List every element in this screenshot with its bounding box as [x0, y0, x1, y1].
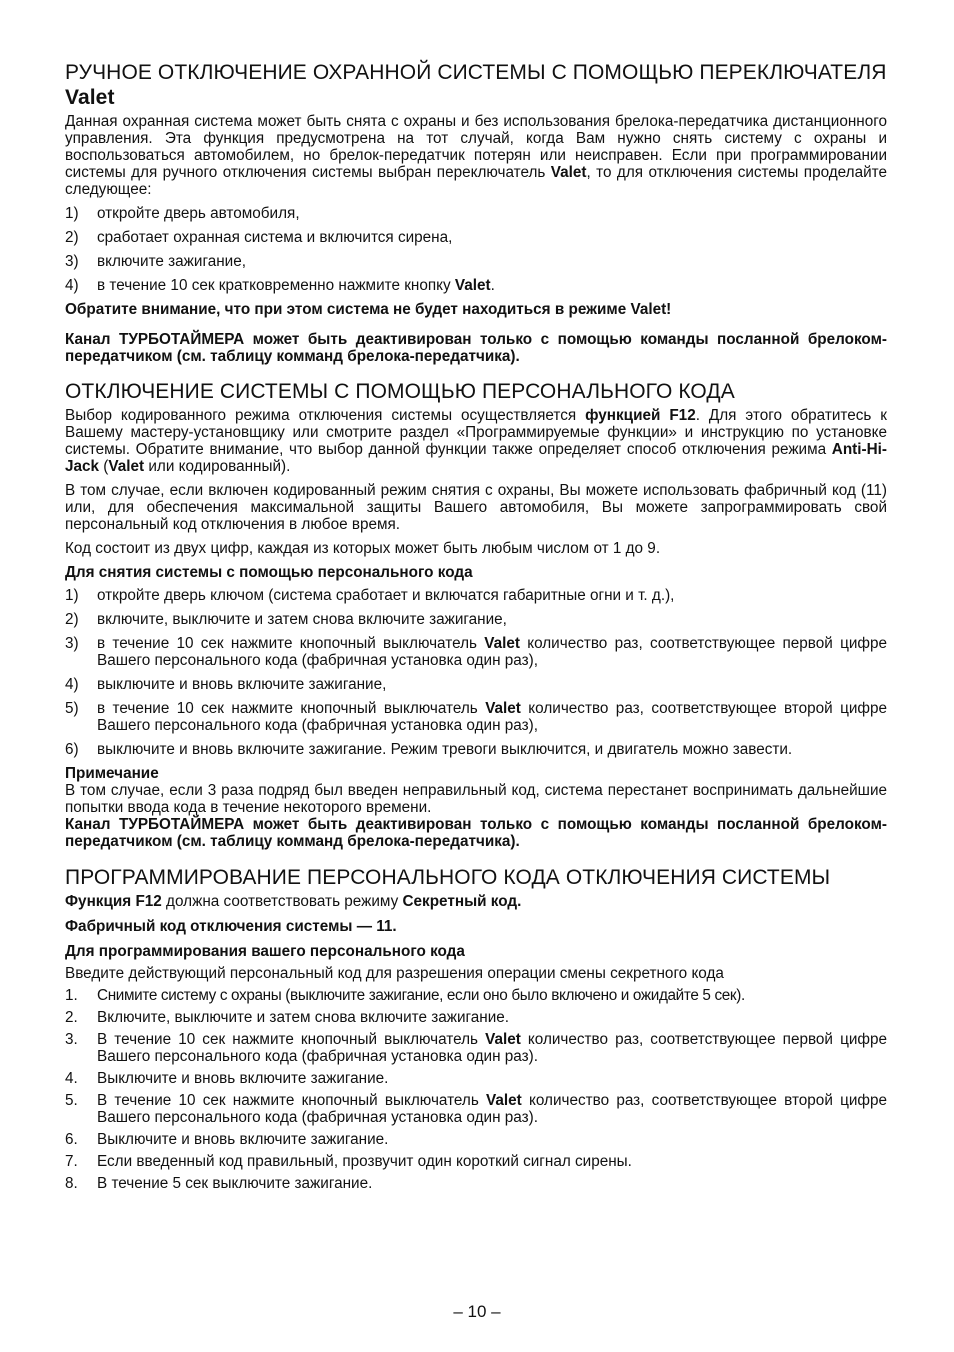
- list-item: 2) включите, выключите и затем снова включите зажигание,: [65, 611, 507, 628]
- section-title-valet: РУЧНОЕ ОТКЛЮЧЕНИЕ ОХРАННОЙ СИСТЕМЫ С ПОМОЩЬЮ ПЕРЕКЛЮЧАТЕЛЯ Valet: [65, 61, 887, 109]
- steps-list: [65, 987, 887, 1192]
- paragraph: Данная охранная система может быть снята с охраны и без использования брелока-передатчика дистанционного управления. Эта функция предусмотрена на тот случай, когда Вам нужно снять систему с охраны и воспользоваться автомобилем, но брелок-передатчик потерян или неисправен. Если при программировании системы для ручного отключения системы выбран переключатель Valet, то для отключения системы проделайте следующее:: [65, 113, 887, 198]
- note-bold: Обратите внимание, что при этом система не будет находиться в режиме Valet!: [65, 301, 672, 318]
- list-item: 1) откройте дверь ключом (система сработает и включатся габаритные огни и т. д.),: [65, 587, 675, 604]
- list-item: 4) выключите и вновь включите зажигание,: [65, 676, 387, 693]
- list-item: 5. В течение 10 сек нажмите кнопочный выключатель Valet количество раз, соответствующее второй цифре Вашего персонального кода (фабричная установка один раз).: [65, 1092, 887, 1126]
- page-content: [65, 60, 887, 1197]
- paragraph: Функция F12 должна соответствовать режиму Секретный код.: [65, 893, 522, 910]
- paragraph: Введите действующий персональный код для разрешения операции смены секретного кода: [65, 965, 724, 982]
- turbo-note: Канал ТУРБОТАЙМЕРА может быть деактивирован только с помощью команды посланной брелоком-передатчиком (см. таблицу комманд брелока-передатчика).: [65, 816, 887, 850]
- list-item: 8. В течение 5 сек выключите зажигание.: [65, 1175, 373, 1192]
- steps-list: [65, 205, 887, 294]
- list-item: 3) включите зажигание,: [65, 253, 246, 270]
- list-item: 1) откройте дверь автомобиля,: [65, 205, 300, 222]
- list-item: 4) в течение 10 сек кратковременно нажмите кнопку Valet.: [65, 277, 495, 294]
- list-item: 2) сработает охранная система и включится сирена,: [65, 229, 453, 246]
- list-item: 3) в течение 10 сек нажмите кнопочный выключатель Valet количество раз, соответствующее первой цифре Вашего персонального кода (фабричная установка один раз),: [65, 635, 887, 669]
- list-item: 6) выключите и вновь включите зажигание. Режим тревоги выключится, и двигатель можно завести.: [65, 741, 793, 758]
- paragraph: Код состоит из двух цифр, каждая из которых может быть любым числом от 1 до 9.: [65, 540, 661, 557]
- list-item: 1. Снимите систему с охраны (выключите зажигание, если оно было включено и ожидайте 5 сек).: [65, 987, 745, 1004]
- list-item: 2. Включите, выключите и затем снова включите зажигание.: [65, 1009, 509, 1026]
- steps-list: [65, 587, 887, 758]
- list-item: 5) в течение 10 сек нажмите кнопочный выключатель Valet количество раз, соответствующее второй цифре Вашего персонального кода (фабричная установка один раз),: [65, 700, 888, 734]
- paragraph: Выбор кодированного режима отключения системы осуществляется функцией F12. Для этого обратитесь к Вашему мастеру-установщику или смотрите раздел «Программируемые функции» и инструкцию по установке системы. Обратите внимание, что выбор данной функции также определяет способ отключения режима Anti-Hi-Jack (Valet или кодированный).: [65, 407, 888, 475]
- section-title-programming: ПРОГРАММИРОВАНИЕ ПЕРСОНАЛЬНОГО КОДА ОТКЛЮЧЕНИЯ СИСТЕМЫ: [65, 866, 831, 889]
- list-item: 6. Выключите и вновь включите зажигание.: [65, 1131, 389, 1148]
- list-item: 7. Если введенный код правильный, прозвучит один короткий сигнал сирены.: [65, 1153, 632, 1170]
- subheading: Для программирования вашего персонального кода: [65, 943, 465, 960]
- paragraph: В том случае, если включен кодированный режим снятия с охраны, Вы можете использовать фабричный код (11) или, для обеспечения максимальной защиты Вашего автомобиля, Вы можете запрограммировать свой персональный код отключения в любое время.: [65, 482, 887, 533]
- list-item: 4. Выключите и вновь включите зажигание.: [65, 1070, 389, 1087]
- factory-code: Фабричный код отключения системы — 11.: [65, 918, 397, 935]
- note-title: Примечание: [65, 765, 159, 782]
- note-text: В том случае, если 3 раза подряд был введен неправильный код, система перестанет воспринимать дальнейшие попытки ввода кода в течение некоторого времени.: [65, 782, 887, 816]
- subheading: Для снятия системы с помощью персонального кода: [65, 564, 473, 581]
- section-title-personal-code: ОТКЛЮЧЕНИЕ СИСТЕМЫ С ПОМОЩЬЮ ПЕРСОНАЛЬНОГО КОДА: [65, 380, 735, 403]
- page-number: – 10 –: [453, 1302, 501, 1321]
- note-block: [65, 765, 887, 850]
- list-item: 3. В течение 10 сек нажмите кнопочный выключатель Valet количество раз, соответствующее первой цифре Вашего персонального кода (фабричная установка один раз).: [65, 1031, 887, 1065]
- turbo-note: Канал ТУРБОТАЙМЕРА может быть деактивирован только с помощью команды посланной брелоком-передатчиком (см. таблицу комманд брелока-передатчика).: [65, 331, 887, 365]
